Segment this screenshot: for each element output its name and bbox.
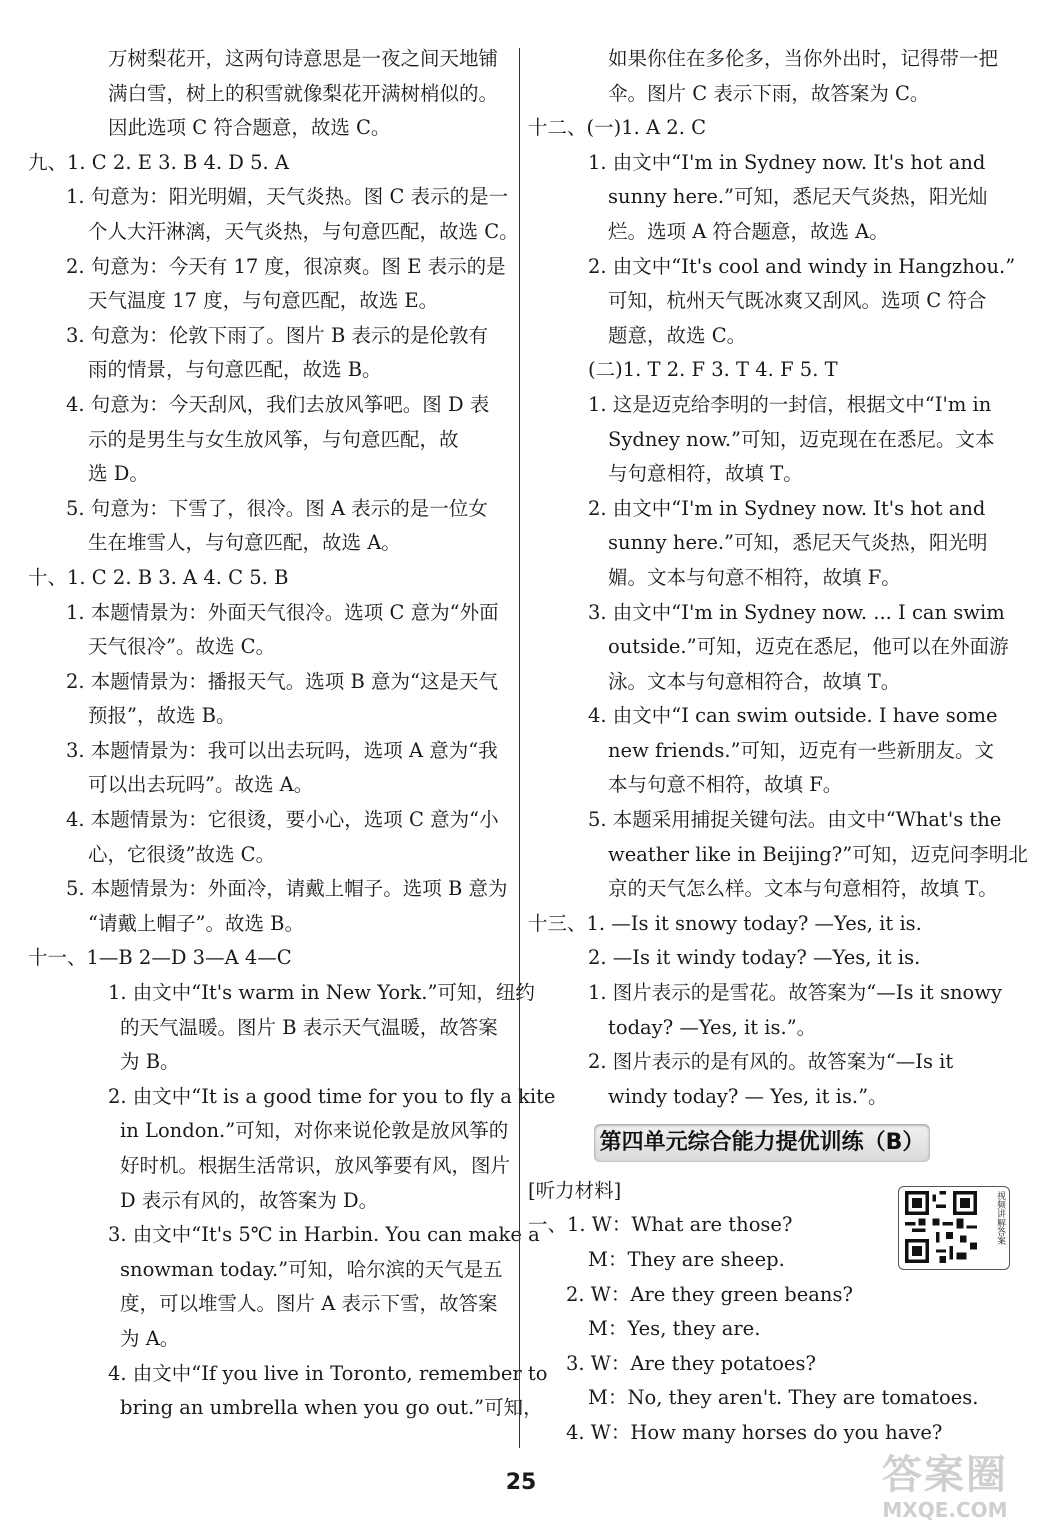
answer-line: new friends.”可知，迈克有一些新朋友。文 <box>608 738 995 762</box>
answer-line: 4. 句意为：今天刮风，我们去放风筝吧。图 D 表 <box>66 392 490 416</box>
listening-material-tag: [听力材料] <box>528 1179 622 1203</box>
answer-line: 2. 图片表示的是有风的。故答案为“—Is it <box>588 1050 954 1074</box>
answer-line: 1. 由文中“I'm in Sydney now. It's hot and <box>588 150 986 174</box>
answer-line: 为 B。 <box>120 1050 180 1074</box>
answer-line: today? —Yes, it is.”。 <box>608 1015 817 1039</box>
answer-line: D 表示有风的，故答案为 D。 <box>120 1188 379 1212</box>
answer-line: 媚。文本与句意不相符，故填 F。 <box>608 565 901 589</box>
answer-line: in London.”可知，对你来说伦敦是放风筝的 <box>120 1119 509 1143</box>
answer-line: 心，它很烫”故选 C。 <box>88 842 276 866</box>
left-column <box>28 42 556 1426</box>
answer-line: 2. 由文中“I'm in Sydney now. It's hot and <box>588 496 986 520</box>
answer-line: weather like in Beijing?”可知，迈克问李明北 <box>608 842 1028 866</box>
answer-line: 好时机。根据生活常识，放风筝要有风，图片 <box>120 1154 511 1177</box>
answer-line: 2. 由文中“It's cool and windy in Hangzhou.” <box>588 254 1016 278</box>
answer-line: 题意，故选 C。 <box>608 323 747 347</box>
qr-caption: 视频讲解答案 <box>995 1191 1005 1245</box>
transcript-line: 4. W：How many horses do you have? <box>566 1420 943 1444</box>
answer-line: 天气温度 17 度，与句意匹配，故选 E。 <box>88 289 439 313</box>
answer-line: 九、1. C 2. E 3. B 4. D 5. A <box>28 150 290 174</box>
answer-line: 烂。选项 A 符合题意，故选 A。 <box>608 219 889 243</box>
answer-line: 2. 本题情景为：播报天气。选项 B 意为“这是天气 <box>66 669 498 693</box>
answer-line: bring an umbrella when you go out.”可知， <box>120 1396 543 1420</box>
answer-line: outside.”可知，迈克在悉尼，他可以在外面游 <box>608 635 1009 659</box>
answer-line: 2. 句意为：今天有 17 度，很凉爽。图 E 表示的是 <box>66 254 506 278</box>
answer-line: 1. 这是迈克给李明的一封信，根据文中“I'm in <box>588 392 992 416</box>
answer-line: sunny here.”可知，悉尼天气炎热，阳光灿 <box>608 185 988 209</box>
answer-line: 泳。文本与句意相符合，故填 T。 <box>608 669 901 693</box>
answer-line: 3. 本题情景为：我可以出去玩吗，选项 A 意为“我 <box>66 738 498 762</box>
answer-line: (二)1. T 2. F 3. T 4. F 5. T <box>588 358 838 382</box>
column-divider <box>519 48 520 1448</box>
page-number: 25 <box>505 1470 537 1495</box>
answer-line: 的天气温暖。图片 B 表示天气温暖，故答案 <box>120 1015 498 1039</box>
answer-line: 如果你住在多伦多，当你外出时，记得带一把 <box>608 47 999 70</box>
answer-line: 十、1. C 2. B 3. A 4. C 5. B <box>28 565 289 589</box>
answer-line: 十三、1. —Is it snowy today? —Yes, it is. <box>528 911 922 935</box>
answer-line: 天气很冷”。故选 C。 <box>88 635 276 659</box>
answer-line: Sydney now.”可知，迈克现在在悉尼。文本 <box>608 427 995 451</box>
answer-line: 度，可以堆雪人。图片 A 表示下雪，故答案 <box>120 1292 498 1316</box>
answer-line: 5. 句意为：下雪了，很冷。图 A 表示的是一位女 <box>66 496 488 520</box>
answer-line: 示的是男生与女生放风筝，与句意匹配，故 <box>88 427 459 451</box>
answer-line: 4. 由文中“If you live in Toronto, remember to <box>108 1361 548 1385</box>
answer-line: 伞。图片 C 表示下雨，故答案为 C。 <box>608 81 930 105</box>
transcript-line: 3. W：Are they potatoes? <box>566 1351 816 1375</box>
answer-line: 满白雪，树上的积雪就像梨花开满树梢似的。 <box>108 81 499 105</box>
answer-line: 1. 由文中“It's warm in New York.”可知，纽约 <box>108 981 535 1005</box>
qr-code-icon[interactable] <box>905 1191 977 1263</box>
answer-line: sunny here.”可知，悉尼天气炎热，阳光明 <box>608 531 988 555</box>
answer-line: 本与句意不相符，故填 F。 <box>608 773 843 797</box>
answer-line: 1. 图片表示的是雪花。故答案为“—Is it snowy <box>588 981 1002 1005</box>
answer-line: 4. 由文中“I can swim outside. I have some <box>588 704 998 728</box>
answer-line: 个人大汗淋漓，天气炎热，与句意匹配，故选 C。 <box>88 219 519 243</box>
answer-line: snowman today.”可知，哈尔滨的天气是五 <box>120 1257 503 1281</box>
watermark-logo: 答案圈 <box>882 1452 1008 1498</box>
answer-line: 1. 本题情景为：外面天气很冷。选项 C 意为“外面 <box>66 600 499 624</box>
answer-line: 十一、1—B 2—D 3—A 4—C <box>28 946 292 970</box>
transcript-line: M：They are sheep. <box>588 1248 785 1271</box>
answer-line: 与句意相符，故填 T。 <box>608 462 803 486</box>
answer-line: 选 D。 <box>88 462 149 486</box>
answer-line: 生在堆雪人，与句意匹配，故选 A。 <box>88 531 401 555</box>
watermark-url: MXQE.COM <box>882 1498 1008 1522</box>
answer-line: 京的天气怎么样。文本与句意相符，故填 T。 <box>608 877 998 901</box>
answer-line: 2. 由文中“It is a good time for you to fly a kite <box>108 1084 556 1108</box>
site-watermark <box>860 1452 1030 1532</box>
transcript-line: M：Yes, they are. <box>588 1317 761 1341</box>
answer-line: 可以出去玩吗”。故选 A。 <box>88 773 314 797</box>
answer-line: 为 A。 <box>120 1326 180 1350</box>
answer-line: “请戴上帽子”。故选 B。 <box>88 911 304 935</box>
answer-line: 雨的情景，与句意匹配，故选 B。 <box>88 358 382 382</box>
transcript-line: M：No, they aren't. They are tomatoes. <box>588 1386 979 1410</box>
answer-line: 万树梨花开，这两句诗意思是一夜之间天地铺 <box>108 47 499 70</box>
answer-line: 因此选项 C 符合题意，故选 C。 <box>108 116 391 140</box>
answer-line: 5. 本题情景为：外面冷，请戴上帽子。选项 B 意为 <box>66 877 508 901</box>
answer-line: 3. 由文中“It's 5℃ in Harbin. You can make a <box>108 1223 540 1247</box>
answer-line: 4. 本题情景为：它很烫，要小心，选项 C 意为“小 <box>66 808 499 832</box>
answer-line: 十二、(一)1. A 2. C <box>528 116 707 140</box>
answer-line: 3. 由文中“I'm in Sydney now. ... I can swim <box>588 600 1005 624</box>
answer-line: 1. 句意为：阳光明媚，天气炎热。图 C 表示的是一 <box>66 185 509 209</box>
transcript-line: 2. W：Are they green beans? <box>566 1282 853 1306</box>
answer-line: windy today? — Yes, it is.”。 <box>608 1084 888 1108</box>
answer-line: 5. 本题采用捕捉关键句法。由文中“What's the <box>588 808 1002 832</box>
unit-banner-title: 第四单元综合能力提优训练（B） <box>594 1124 930 1162</box>
answer-explanations-right <box>528 42 1028 1114</box>
transcript-line: 一、1. W：What are those? <box>528 1213 793 1237</box>
answer-line: 3. 句意为：伦敦下雨了。图片 B 表示的是伦敦有 <box>66 323 489 347</box>
answer-line: 2. —Is it windy today? —Yes, it is. <box>588 946 921 970</box>
answer-line: 可知，杭州天气既冰爽又刮风。选项 C 符合 <box>608 289 987 313</box>
answer-line: 预报”，故选 B。 <box>88 704 236 728</box>
qr-code-panel[interactable] <box>898 1186 1010 1270</box>
